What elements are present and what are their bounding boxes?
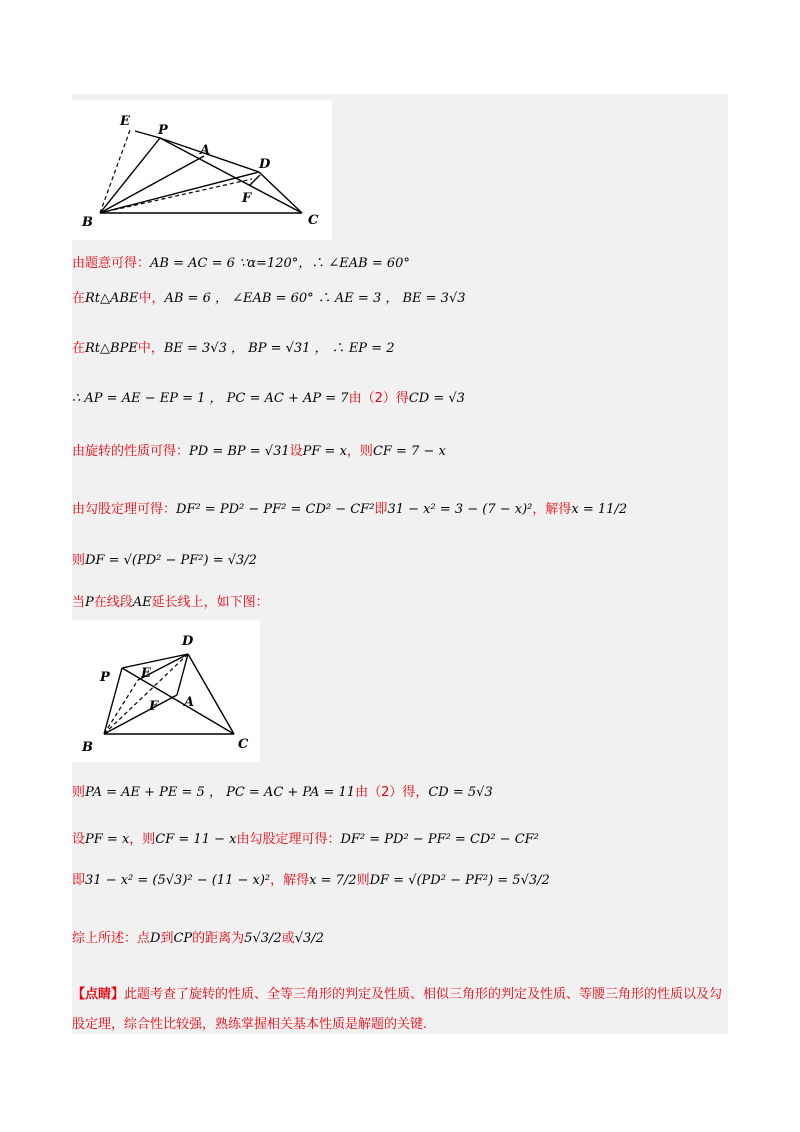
key-point-tag: 【点睛】 [72,987,125,1002]
line-12: 综上所述：点D到CP的距离为5√3/2或√3/2 [72,931,324,946]
line-3: 在Rt△BPE中，BE = 3√3 ， BP = √31 ， ∴ EP = 2 [72,341,395,356]
label-e: E [141,666,151,681]
line-10: 设PF = x，则CF = 11 − x由勾股定理可得：DF² = PD² − PF² = CD² − CF² [72,832,539,847]
label-p: P [100,670,110,685]
key-point-note [72,980,728,1040]
line-6: 由勾股定理可得：DF² = PD² − PF² = CD² − CF²即31 − x² = 3 − (7 − x)²，解得x = 11/2 [72,502,628,517]
label-d: D [259,157,271,172]
geometry-figure-2 [72,620,260,762]
label-b: B [82,215,93,230]
label-d: D [182,634,194,649]
label-e: E [120,114,130,129]
label-a: A [184,695,195,710]
line-1: 由题意可得：AB = AC = 6 ∵α=120°，∴ ∠EAB = 60° [72,256,410,271]
line-8: 当P在线段AE延长线上，如下图： [72,595,269,610]
label-c: C [308,213,319,228]
label-f: F [242,191,252,206]
key-point-text: 此题考查了旋转的性质、全等三角形的判定及性质、相似三角形的判定及性质、等腰三角形的性质以及勾股定理，综合性比较强，熟练掌握相关基本性质是解题的关键. [72,987,723,1032]
line-9: 则PA = AE + PE = 5 ， PC = AC + PA = 11由（2）得，CD = 5√3 [72,785,493,800]
line-4: ∴ AP = AE − EP = 1 ， PC = AC + AP = 7由（2）得CD = √3 [72,391,465,406]
label-b: B [82,740,93,755]
line-11: 即31 − x² = (5√3)² − (11 − x)²，解得x = 7/2则DF = √(PD² − PF²) = 5√3/2 [72,873,550,888]
label-f: F [149,699,159,714]
geometry-figure-1 [72,100,332,240]
label-a: A [200,143,211,158]
line-2: 在Rt△ABE中，AB = 6 ， ∠EAB = 60° ∴ AE = 3 ， BE = 3√3 [72,291,466,306]
label-p: P [158,123,168,138]
line-7: 则DF = √(PD² − PF²) = √3/2 [72,553,257,568]
label-c: C [238,737,249,752]
line-5: 由旋转的性质可得：PD = BP = √31设PF = x，则CF = 7 − x [72,444,446,459]
